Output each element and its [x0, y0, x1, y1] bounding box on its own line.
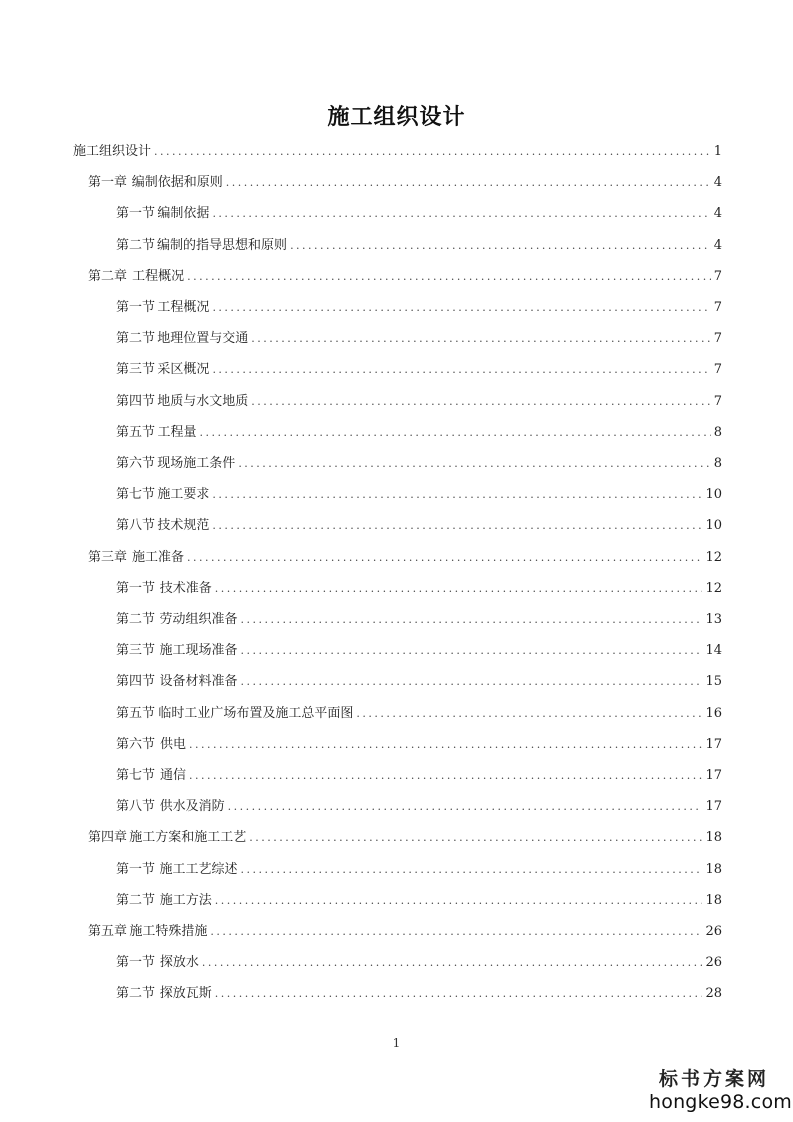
toc-entry-number: 第二节: [116, 986, 156, 1001]
toc-entry-number: 第八节: [116, 518, 156, 533]
toc-entry-label: 工程概况: [132, 269, 185, 284]
toc-entry-label: 现场施工条件: [157, 456, 236, 471]
toc-entry-number: 第五节: [116, 706, 156, 721]
toc-entry-page: 28: [705, 986, 722, 1001]
toc-entry-page: 7: [713, 362, 722, 377]
toc-entry-page: 7: [713, 394, 722, 409]
toc-dot-leader: [228, 795, 703, 819]
toc-dot-leader: [187, 546, 702, 570]
toc-entry-label: 施工要求: [157, 487, 210, 502]
toc-entry-page: 10: [705, 518, 722, 533]
toc-entry-number: 第一节: [116, 955, 156, 970]
toc-entry-label: 供电: [159, 737, 186, 752]
toc-entry-root[interactable]: [73, 140, 722, 164]
toc-entry-label: 劳动组织准备: [159, 612, 238, 627]
toc-entry-number: 第一节: [116, 300, 156, 315]
toc-entry-label: 探放瓦斯: [159, 986, 212, 1001]
toc-entry-label: 采区概况: [157, 362, 210, 377]
toc-entry-number: 第三节: [116, 643, 156, 658]
toc-entry-page: 17: [705, 737, 722, 752]
watermark-en: hongke98.com: [649, 1091, 792, 1113]
toc-entry-section[interactable]: [116, 858, 722, 882]
toc-entry-section[interactable]: [116, 889, 722, 913]
toc-entry-label: 编制依据和原则: [131, 175, 223, 190]
toc-entry-section[interactable]: [116, 452, 722, 476]
toc-entry-label: 通信: [159, 768, 186, 783]
toc-entry-section[interactable]: [116, 764, 722, 788]
toc-entry-number: 第七节: [116, 487, 156, 502]
toc-entry-label: 工程概况: [157, 300, 210, 315]
toc-entry-page: 1: [713, 144, 722, 159]
toc-entry-page: 12: [705, 550, 722, 565]
toc-entry-page: 17: [705, 768, 722, 783]
toc-entry-page: 13: [705, 612, 722, 627]
toc-dot-leader: [187, 265, 711, 289]
toc-dot-leader: [210, 920, 702, 944]
toc-entry-number: 第三节: [116, 362, 156, 377]
toc-dot-leader: [238, 452, 710, 476]
toc-entry-section[interactable]: [116, 951, 722, 975]
toc-entry-number: 第四节: [116, 394, 156, 409]
toc-entry-number: 第二节: [116, 612, 156, 627]
toc-dot-leader: [240, 858, 702, 882]
toc-dot-leader: [290, 234, 711, 258]
toc-entry-section[interactable]: [116, 234, 722, 258]
toc-entry-number: 第五章: [88, 924, 128, 939]
toc-entry-number: 第一节: [116, 206, 156, 221]
toc-dot-leader: [226, 171, 711, 195]
toc-entry-section[interactable]: [116, 795, 722, 819]
toc-entry-number: 第二节: [116, 238, 156, 253]
toc-dot-leader: [215, 982, 703, 1006]
toc-entry-section[interactable]: [116, 514, 722, 538]
toc-entry-section[interactable]: [116, 577, 722, 601]
toc-entry-label: 施工工艺综述: [159, 862, 238, 877]
toc-entry-page: 16: [705, 706, 722, 721]
toc-entry-section[interactable]: [116, 296, 722, 320]
toc-entry-section[interactable]: [116, 202, 722, 226]
toc-entry-number: 第一节: [116, 581, 156, 596]
toc-entry-page: 7: [713, 331, 722, 346]
toc-entry-label: 供水及消防: [159, 799, 225, 814]
toc-entry-label: 工程量: [157, 425, 197, 440]
toc-entry-chapter[interactable]: [88, 826, 722, 850]
toc-entry-section[interactable]: [116, 670, 722, 694]
toc-entry-number: 第三章: [88, 550, 128, 565]
toc-entry-number: 第二节: [116, 331, 156, 346]
toc-entry-page: 15: [705, 674, 722, 689]
toc-entry-label: 设备材料准备: [159, 674, 238, 689]
toc-entry-page: 4: [713, 206, 722, 221]
toc-entry-page: 4: [713, 238, 722, 253]
toc-entry-label: 施工方案和施工工艺: [129, 830, 247, 845]
toc-entry-number: 第二节: [116, 893, 156, 908]
toc-dot-leader: [249, 826, 702, 850]
toc-entry-chapter[interactable]: [88, 920, 722, 944]
toc-entry-page: 18: [705, 893, 722, 908]
toc-entry-number: 第四节: [116, 674, 156, 689]
toc-entry-page: 17: [705, 799, 722, 814]
toc-entry-label: 技术规范: [157, 518, 210, 533]
toc-entry-page: 8: [713, 456, 722, 471]
toc-dot-leader: [212, 202, 710, 226]
toc-dot-leader: [154, 140, 711, 164]
toc-entry-section[interactable]: [116, 608, 722, 632]
toc-entry-chapter[interactable]: [88, 171, 722, 195]
toc-entry-page: 7: [713, 300, 722, 315]
toc-entry-number: 第七节: [116, 768, 156, 783]
toc-entry-label: 临时工业广场布置及施工总平面图: [158, 706, 354, 721]
toc-entry-section[interactable]: [116, 639, 722, 663]
toc-dot-leader: [212, 514, 702, 538]
toc-entry-section[interactable]: [116, 390, 722, 414]
toc-entry-label: 编制依据: [157, 206, 210, 221]
toc-entry-page: 12: [705, 581, 722, 596]
toc-dot-leader: [215, 577, 703, 601]
toc-entry-page: 7: [713, 269, 722, 284]
toc-entry-page: 4: [713, 175, 722, 190]
toc-entry-number: 第八节: [116, 799, 156, 814]
toc-entry-number: 第六节: [116, 456, 156, 471]
toc-entry-section[interactable]: [116, 483, 722, 507]
page-number: 1: [392, 1036, 401, 1050]
toc-entry-number: 第五节: [116, 425, 156, 440]
toc-entry-label: 技术准备: [159, 581, 212, 596]
toc-entry-chapter[interactable]: [88, 265, 722, 289]
toc-entry-label: 地质与水文地质: [157, 394, 249, 409]
toc-entry-number: 第二章: [88, 269, 128, 284]
toc-dot-leader: [200, 421, 711, 445]
toc-entry-label: 探放水: [159, 955, 199, 970]
toc-entry-number: 第一节: [116, 862, 156, 877]
toc-entry-number: 第六节: [116, 737, 156, 752]
toc-dot-leader: [356, 702, 702, 726]
toc-dot-leader: [202, 951, 703, 975]
toc-entry-label: 编制的指导思想和原则: [157, 238, 288, 253]
toc-entry-page: 26: [705, 924, 722, 939]
toc-dot-leader: [212, 358, 710, 382]
toc-entry-section[interactable]: [116, 982, 722, 1006]
toc-entry-label: 地理位置与交通: [157, 331, 249, 346]
toc-entry-page: 26: [705, 955, 722, 970]
toc-entry-page: 10: [705, 487, 722, 502]
toc-entry-label: 施工方法: [159, 893, 212, 908]
toc-dot-leader: [189, 764, 702, 788]
toc-entry-page: 18: [705, 830, 722, 845]
toc-entry-label: 施工现场准备: [159, 643, 238, 658]
toc-dot-leader: [212, 296, 710, 320]
toc-entry-label: 施工组织设计: [73, 144, 152, 159]
toc-entry-label: 施工准备: [131, 550, 184, 565]
toc-entry-page: 18: [705, 862, 722, 877]
toc-entry-section[interactable]: [116, 358, 722, 382]
page-title: 施工组织设计: [327, 104, 466, 130]
toc-entry-number: 第四章: [88, 830, 128, 845]
toc-entry-label: 施工特殊措施: [129, 924, 208, 939]
toc-dot-leader: [251, 327, 710, 351]
toc-dot-leader: [240, 608, 702, 632]
watermark: [649, 1068, 792, 1114]
toc-entry-section[interactable]: [116, 733, 722, 757]
watermark-cn: 标书方案网: [658, 1068, 769, 1090]
toc-entry-chapter[interactable]: [88, 546, 722, 570]
toc-entry-page: 8: [713, 425, 722, 440]
toc-dot-leader: [240, 670, 702, 694]
toc-entry-section[interactable]: [116, 702, 722, 726]
toc-entry-number: 第一章: [88, 175, 128, 190]
toc-entry-section[interactable]: [116, 327, 722, 351]
toc-dot-leader: [240, 639, 702, 663]
toc-dot-leader: [215, 889, 703, 913]
toc-dot-leader: [251, 390, 710, 414]
toc-dot-leader: [189, 733, 702, 757]
toc-dot-leader: [212, 483, 702, 507]
toc-entry-section[interactable]: [116, 421, 722, 445]
toc-entry-page: 14: [705, 643, 722, 658]
